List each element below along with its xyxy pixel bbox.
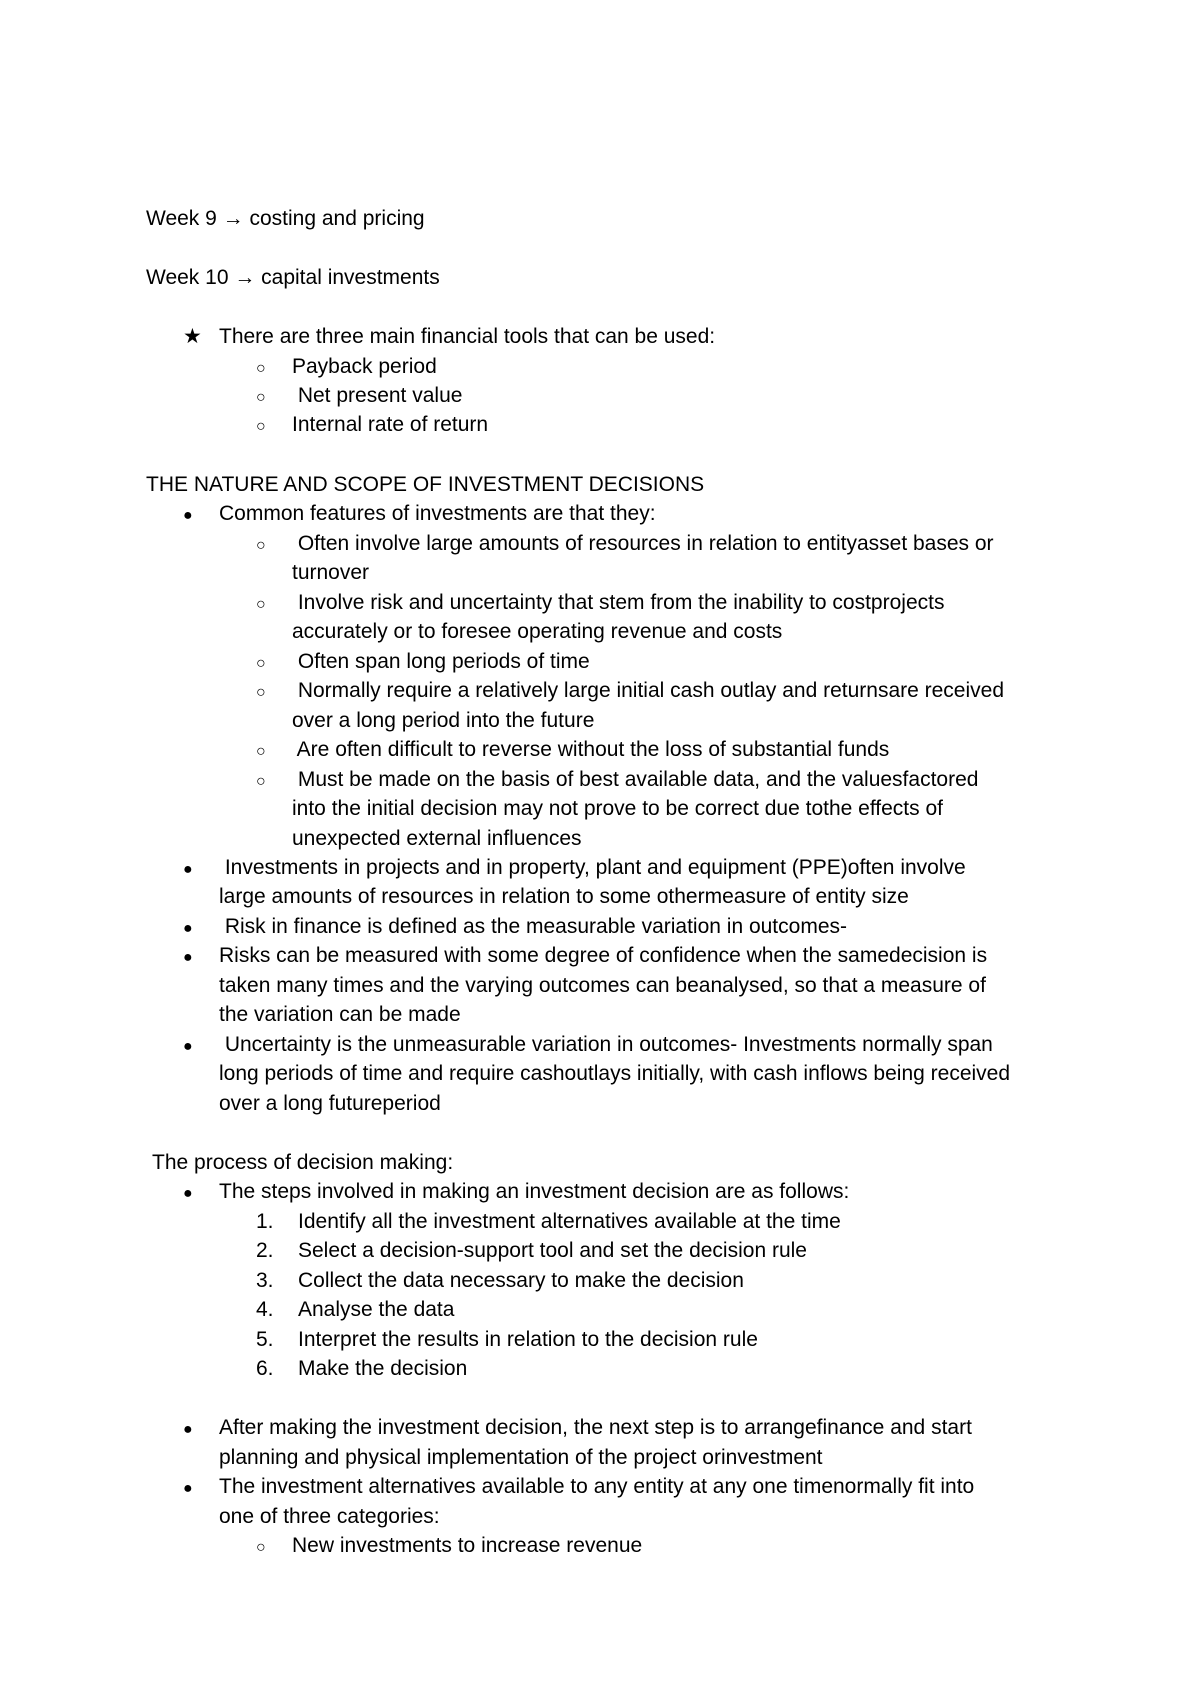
point-line: large amounts of resources in relation to some othermeasure of entity size	[219, 885, 909, 908]
feature-line: Often involve large amounts of resources in relation to entityasset bases or	[292, 532, 994, 555]
feature-line: Often span long periods of time	[292, 650, 590, 673]
point-line: Uncertainty is the unmeasurable variation in outcomes- Investments normally span	[219, 1033, 993, 1056]
feature-line: Involve risk and uncertainty that stem from the inability to costprojects	[292, 591, 945, 614]
tool-item: Payback period	[292, 355, 437, 378]
step-item: Make the decision	[298, 1357, 468, 1380]
point-line: over a long futureperiod	[219, 1092, 441, 1115]
process-heading: The process of decision making:	[152, 1151, 454, 1174]
feature-line: Normally require a relatively large initial cash outlay and returnsare received	[292, 679, 1005, 702]
feature-line: into the initial decision may not prove to be correct due tothe effects of	[292, 797, 943, 820]
circle-bullet-icon: ○	[256, 743, 266, 760]
tool-item: Internal rate of return	[292, 413, 489, 436]
after-line: The investment alternatives available to any entity at any one timenormally fit into	[219, 1475, 975, 1498]
step-number: 1.	[256, 1210, 274, 1233]
step-number: 2.	[256, 1239, 274, 1262]
week9-line: Week 9 → costing and pricing	[146, 207, 425, 230]
tools-intro: There are three main financial tools that can be used:	[219, 325, 716, 348]
step-item: Analyse the data	[298, 1298, 455, 1321]
circle-bullet-icon: ○	[256, 655, 266, 672]
feature-line: unexpected external influences	[292, 827, 582, 850]
feature-line: turnover	[292, 561, 370, 584]
feature-line: Must be made on the basis of best available data, and the valuesfactored	[292, 768, 979, 791]
point-line: long periods of time and require cashoutlays initially, with cash inflows being received	[219, 1062, 1011, 1085]
after-line: one of three categories:	[219, 1505, 440, 1528]
star-icon: ★	[183, 325, 202, 348]
point-line: Risk in finance is defined as the measurable variation in outcomes-	[219, 915, 847, 938]
feature-line: over a long period into the future	[292, 709, 595, 732]
step-item: Collect the data necessary to make the decision	[298, 1269, 744, 1292]
dot-bullet-icon: ●	[183, 1185, 193, 1202]
point-line: taken many times and the varying outcomes can beanalysed, so that a measure of	[219, 974, 986, 997]
dot-bullet-icon: ●	[183, 1421, 193, 1438]
circle-bullet-icon: ○	[256, 537, 266, 554]
dot-bullet-icon: ●	[183, 920, 193, 937]
common-intro: Common features of investments are that they:	[219, 502, 656, 525]
step-number: 4.	[256, 1298, 274, 1321]
week10-line: Week 10 → capital investments	[146, 266, 440, 289]
tool-item: Net present value	[292, 384, 463, 407]
step-number: 6.	[256, 1357, 274, 1380]
circle-bullet-icon: ○	[256, 1539, 266, 1556]
after-line: planning and physical implementation of the project orinvestment	[219, 1446, 823, 1469]
circle-bullet-icon: ○	[256, 773, 266, 790]
feature-line: Are often difficult to reverse without the loss of substantial funds	[292, 738, 890, 761]
step-number: 5.	[256, 1328, 274, 1351]
step-number: 3.	[256, 1269, 274, 1292]
circle-bullet-icon: ○	[256, 596, 266, 613]
dot-bullet-icon: ●	[183, 1038, 193, 1055]
dot-bullet-icon: ●	[183, 507, 193, 524]
point-line: Risks can be measured with some degree of confidence when the samedecision is	[219, 944, 988, 967]
feature-line: accurately or to foresee operating revenue and costs	[292, 620, 783, 643]
steps-intro: The steps involved in making an investment decision are as follows:	[219, 1180, 850, 1203]
dot-bullet-icon: ●	[183, 949, 193, 966]
category-item: New investments to increase revenue	[292, 1534, 643, 1557]
step-item: Interpret the results in relation to the decision rule	[298, 1328, 758, 1351]
step-item: Identify all the investment alternatives available at the time	[298, 1210, 841, 1233]
circle-bullet-icon: ○	[256, 418, 266, 435]
point-line: Investments in projects and in property, plant and equipment (PPE)often involve	[219, 856, 966, 879]
step-item: Select a decision-support tool and set the decision rule	[298, 1239, 807, 1262]
circle-bullet-icon: ○	[256, 684, 266, 701]
dot-bullet-icon: ●	[183, 861, 193, 878]
point-line: the variation can be made	[219, 1003, 461, 1026]
circle-bullet-icon: ○	[256, 389, 266, 406]
dot-bullet-icon: ●	[183, 1480, 193, 1497]
circle-bullet-icon: ○	[256, 360, 266, 377]
section-heading: THE NATURE AND SCOPE OF INVESTMENT DECISIONS	[146, 473, 705, 496]
after-line: After making the investment decision, the next step is to arrangefinance and start	[219, 1416, 972, 1439]
